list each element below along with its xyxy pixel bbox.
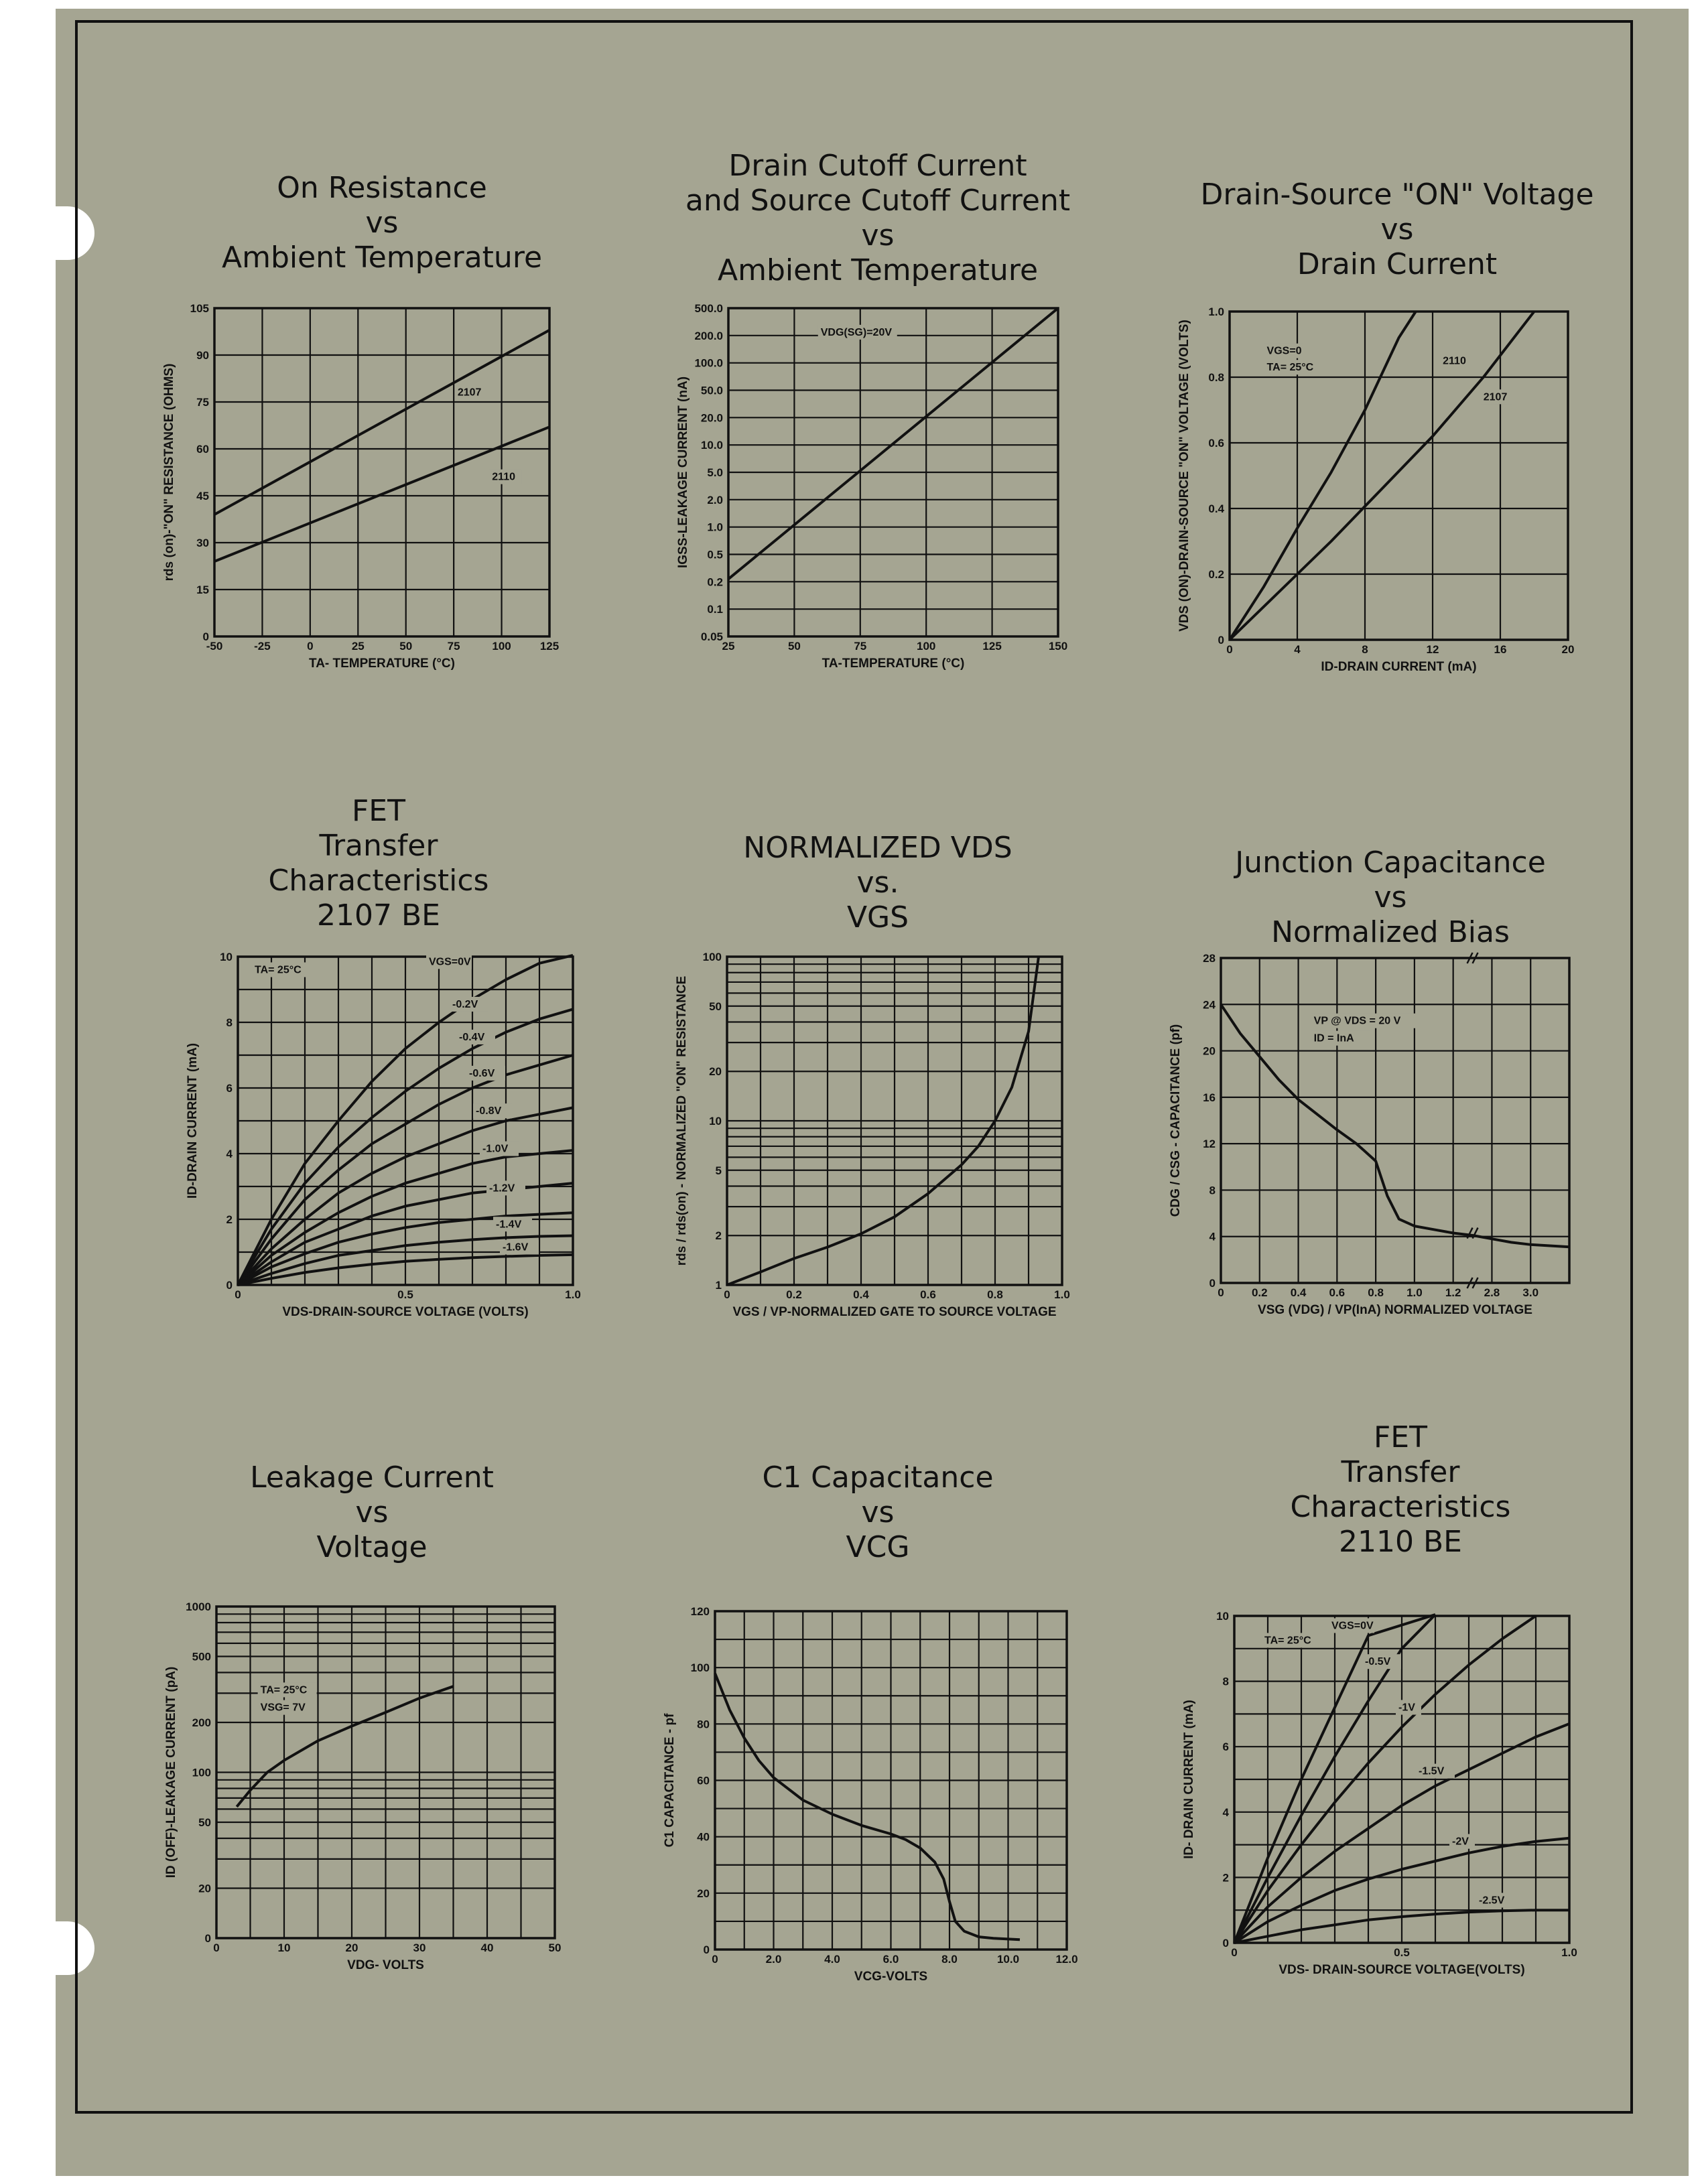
y-tick-label: 50 (709, 1000, 722, 1013)
y-tick-label: 200 (192, 1716, 211, 1729)
series-line (728, 308, 1058, 579)
y-tick-label: 60 (196, 443, 209, 456)
x-axis-label: TA-TEMPERATURE (°C) (822, 657, 965, 671)
y-tick-label: 10.0 (700, 439, 723, 452)
y-axis-label: ID- DRAIN CURRENT (mA) (1182, 1700, 1196, 1859)
y-tick-label: 200.0 (694, 329, 723, 342)
x-tick-label: 0 (1231, 1946, 1238, 1959)
x-tick-label: 0 (1226, 643, 1233, 656)
chart-title-line: C1 Capacitance (762, 1460, 994, 1495)
y-tick-label: 100.0 (694, 356, 723, 370)
y-tick-label: 50 (198, 1816, 211, 1830)
chart-title-line: VCG (846, 1530, 910, 1564)
y-tick-label: 1 (715, 1279, 722, 1292)
x-axis-label: VCG-VOLTS (854, 1970, 928, 1984)
y-tick-label: 2.0 (707, 493, 723, 506)
y-tick-label: 90 (196, 349, 209, 362)
y-tick-label: 0.1 (707, 603, 723, 616)
x-axis-label: VDS- DRAIN-SOURCE VOLTAGE(VOLTS) (1279, 1963, 1525, 1977)
x-tick-label: 1.0 (1406, 1286, 1423, 1299)
chart-title-line: Ambient Temperature (221, 241, 543, 275)
series-label: VGS=0V (429, 956, 471, 968)
y-tick-label: 0 (226, 1279, 233, 1292)
series-line (214, 330, 549, 515)
x-tick-label: 0.2 (1251, 1286, 1268, 1299)
series-label: 2107 (1483, 391, 1508, 403)
chart-note: TA= 25°C (1266, 362, 1314, 374)
x-tick-label: 0.5 (397, 1288, 413, 1301)
chart-note: TA= 25°C (260, 1684, 308, 1696)
y-tick-label: 0 (1222, 1937, 1229, 1950)
chart-title-line: Drain Cutoff Current (728, 149, 1027, 183)
chart-title (178, 794, 580, 933)
x-tick-label: 10 (277, 1941, 291, 1954)
chart-title-line: NORMALIZED VDS (743, 831, 1012, 865)
series-label: 2110 (1443, 355, 1466, 367)
chart-title-line: Drain-Source "ON" Voltage (1200, 178, 1594, 212)
y-tick-label: 1.0 (1208, 305, 1224, 318)
chart-note: VGS=0 (1266, 345, 1302, 357)
y-tick-label: 0.8 (1208, 371, 1224, 384)
series-label: -0.6V (469, 1067, 495, 1079)
series-label: -1.0V (482, 1143, 509, 1155)
chart-title-line: Normalized Bias (1271, 915, 1510, 949)
y-tick-label: 100 (192, 1766, 211, 1779)
y-tick-label: 10 (709, 1115, 722, 1128)
y-axis-label: CDG / CSG - CAPACITANCE (pf) (1169, 1024, 1183, 1217)
y-axis-label: ID (OFF)-LEAKAGE CURRENT (pA) (164, 1666, 178, 1879)
x-tick-label: 0.2 (786, 1288, 802, 1301)
x-tick-label: 0.6 (920, 1288, 936, 1301)
x-tick-label: 0 (307, 640, 314, 653)
series-label: -0.2V (452, 998, 478, 1010)
y-tick-label: 8 (1209, 1184, 1216, 1197)
x-tick-label: -25 (254, 640, 271, 653)
y-tick-label: 0 (1209, 1277, 1216, 1290)
x-tick-label: 0.5 (1394, 1946, 1410, 1959)
x-tick-label: 20 (1561, 643, 1575, 656)
chart-title-line: vs (365, 206, 399, 240)
x-tick-label: 1.0 (1561, 1946, 1577, 1959)
chart-title-line: Transfer (1341, 1455, 1460, 1489)
x-tick-label: 8 (1362, 643, 1368, 656)
x-tick-label: 0 (712, 1953, 718, 1966)
x-tick-label: 0.6 (1329, 1286, 1346, 1299)
y-tick-label: 20 (697, 1887, 710, 1900)
chart-title-line: Transfer (319, 829, 438, 863)
chart-note: TA= 25°C (255, 964, 302, 976)
x-tick-label: 8.0 (941, 1953, 958, 1966)
chart-title (181, 171, 583, 275)
chart-grid (1221, 958, 1569, 1283)
y-tick-label: 20.0 (700, 411, 723, 425)
y-tick-label: 4 (226, 1148, 233, 1160)
y-tick-label: 0 (202, 630, 209, 643)
y-tick-label: 10 (1216, 1610, 1229, 1623)
y-tick-label: 16 (1203, 1091, 1216, 1104)
y-tick-label: 500.0 (694, 302, 723, 315)
chart-grid (715, 1611, 1067, 1950)
y-tick-label: 5.0 (707, 466, 723, 479)
y-tick-label: 30 (196, 537, 209, 549)
chart-title-line: Voltage (316, 1530, 428, 1564)
chart-grid (728, 308, 1058, 636)
x-axis-label: VDG- VOLTS (347, 1958, 424, 1972)
plot-frame (1221, 958, 1569, 1283)
x-tick-label: 25 (351, 640, 365, 653)
x-axis-label: TA- TEMPERATURE (°C) (309, 657, 455, 671)
x-tick-label: 0.4 (1290, 1286, 1307, 1299)
y-tick-label: 5 (715, 1164, 722, 1177)
x-tick-label: -50 (206, 640, 223, 653)
series-label: -0.4V (459, 1031, 485, 1043)
chart-title (1189, 845, 1591, 950)
y-tick-label: 0 (703, 1943, 710, 1956)
chart-title-line: vs (1374, 880, 1407, 914)
x-tick-label: 0 (1218, 1286, 1224, 1299)
x-tick-label: 125 (539, 640, 560, 653)
y-tick-label: 0.5 (707, 548, 723, 561)
series-label: -1.4V (496, 1219, 522, 1231)
series-label: -1V (1398, 1702, 1415, 1714)
chart-note: VSG= 7V (260, 1702, 306, 1714)
x-tick-label: 0.8 (987, 1288, 1003, 1301)
chart-c5 (675, 951, 1070, 1319)
y-axis-label: rds / rds(on) - NORMALIZED "ON" RESISTANCE (675, 975, 689, 1266)
chart-note: TA= 25°C (1264, 1635, 1311, 1647)
x-tick-label: 1.0 (1054, 1288, 1070, 1301)
y-axis-label: ID-DRAIN CURRENT (mA) (186, 1042, 200, 1199)
chart-title (1199, 1420, 1601, 1560)
chart-title-line: FET (1374, 1420, 1427, 1454)
chart-title-line: FET (352, 794, 405, 828)
x-tick-label: 16 (1494, 643, 1507, 656)
y-tick-label: 10 (220, 951, 233, 963)
series-label: -2.5V (1479, 1895, 1505, 1907)
x-tick-label: 12.0 (1055, 1953, 1078, 1966)
x-tick-label: 20 (345, 1941, 358, 1954)
chart-grid (727, 957, 1062, 1285)
y-tick-label: 0.2 (1208, 568, 1224, 581)
x-tick-label: 100 (917, 640, 936, 653)
y-tick-label: 80 (697, 1718, 710, 1731)
chart-note: VP @ VDS = 20 V (1313, 1015, 1401, 1027)
y-tick-label: 50.0 (700, 384, 723, 397)
series-label: 2107 (457, 387, 482, 399)
series-label: VGS=0V (1331, 1620, 1374, 1632)
x-tick-label: 0.8 (1368, 1286, 1384, 1299)
y-tick-label: 24 (1203, 998, 1216, 1012)
y-tick-label: 0.2 (707, 575, 723, 589)
x-tick-label: 75 (447, 640, 460, 653)
x-tick-label: 3.0 (1522, 1286, 1539, 1299)
x-tick-label: 6.0 (882, 1953, 899, 1966)
chart-title-line: and Source Cutoff Current (685, 184, 1071, 218)
y-tick-label: 0.05 (700, 630, 723, 643)
x-tick-label: 0 (235, 1288, 241, 1301)
chart-c1 (162, 302, 560, 671)
y-axis-label: C1 CAPACITANCE - pf (663, 1713, 677, 1848)
y-tick-label: 40 (697, 1830, 710, 1844)
chart-c8 (663, 1605, 1078, 1984)
chart-title-line: vs (861, 1495, 895, 1529)
chart-note: VDG(SG)=20V (820, 326, 893, 338)
chart-note: ID = InA (1313, 1032, 1354, 1044)
y-tick-label: 8 (1222, 1675, 1229, 1688)
y-tick-label: 2 (1222, 1871, 1229, 1885)
chart-title (677, 1460, 1079, 1565)
x-tick-label: 10.0 (996, 1953, 1020, 1966)
y-tick-label: 6 (226, 1082, 233, 1095)
chart-title-line: Junction Capacitance (1235, 845, 1546, 880)
chart-title-line: On Resistance (277, 171, 487, 205)
chart-c4 (186, 951, 581, 1319)
x-axis-label: VGS / VP-NORMALIZED GATE TO SOURCE VOLTAGE (732, 1305, 1057, 1319)
x-tick-label: 12 (1426, 643, 1439, 656)
x-tick-label: 30 (413, 1941, 426, 1954)
y-axis-label: IGSS-LEAKAGE CURRENT (nA) (676, 376, 690, 569)
series-label: 2110 (492, 471, 516, 483)
y-tick-label: 60 (697, 1774, 710, 1787)
y-tick-label: 20 (709, 1065, 722, 1079)
x-tick-label: 2.8 (1484, 1286, 1500, 1299)
series-label: -1.5V (1419, 1765, 1445, 1777)
chart-c2 (676, 302, 1068, 671)
chart-title-line: vs (861, 218, 895, 253)
y-tick-label: 1.0 (707, 521, 723, 534)
chart-title-line: 2110 BE (1339, 1525, 1462, 1559)
chart-title (171, 1460, 573, 1565)
y-tick-label: 28 (1203, 952, 1216, 965)
y-tick-label: 0 (1218, 634, 1224, 646)
y-tick-label: 120 (690, 1605, 710, 1618)
x-tick-label: 2.0 (765, 1953, 782, 1966)
chart-title-line: 2107 BE (317, 898, 440, 933)
y-tick-label: 12 (1203, 1138, 1216, 1151)
series-line (1221, 1004, 1569, 1247)
chart-title (677, 149, 1079, 288)
x-tick-label: 1.0 (565, 1288, 581, 1301)
x-tick-label: 0 (213, 1941, 220, 1954)
chart-c9 (1182, 1610, 1577, 1977)
y-tick-label: 0.6 (1208, 437, 1224, 450)
chart-title-line: vs (355, 1495, 389, 1529)
chart-c6 (1169, 952, 1569, 1317)
y-tick-label: 500 (192, 1650, 211, 1663)
chart-title (677, 831, 1079, 935)
y-tick-label: 4 (1209, 1230, 1216, 1243)
x-tick-label: 150 (1048, 640, 1068, 653)
x-tick-label: 0 (724, 1288, 730, 1301)
series-label: -0.8V (476, 1105, 502, 1117)
x-tick-label: 25 (722, 640, 735, 653)
chart-title-line: vs (1380, 212, 1414, 247)
chart-title-line: VGS (846, 900, 909, 935)
x-tick-label: 75 (854, 640, 867, 653)
series-label: -2V (1452, 1836, 1469, 1848)
x-tick-label: 125 (982, 640, 1002, 653)
y-tick-label: 8 (226, 1016, 233, 1029)
x-tick-label: 1.2 (1445, 1286, 1461, 1299)
chart-title-line: Leakage Current (250, 1460, 494, 1495)
series-line (715, 1674, 1020, 1940)
series-label: -1.2V (489, 1182, 515, 1195)
x-tick-label: 0.4 (853, 1288, 869, 1301)
y-tick-label: 2 (715, 1229, 722, 1243)
x-axis-label: VDS-DRAIN-SOURCE VOLTAGE (VOLTS) (282, 1305, 529, 1319)
chart-title-line: Drain Current (1297, 247, 1498, 281)
y-axis-label: VDS (ON)-DRAIN-SOURCE "ON" VOLTAGE (VOLTS) (1177, 320, 1191, 632)
y-tick-label: 1000 (186, 1600, 211, 1613)
x-tick-label: 50 (399, 640, 413, 653)
series-label: -1.6V (503, 1241, 529, 1253)
x-tick-label: 4.0 (824, 1953, 840, 1966)
x-tick-label: 100 (492, 640, 511, 653)
chart-title-line: vs. (856, 866, 899, 900)
chart-title (1196, 178, 1598, 282)
y-tick-label: 0.4 (1208, 502, 1224, 515)
x-tick-label: 50 (787, 640, 801, 653)
chart-title-line: Characteristics (268, 864, 489, 898)
x-axis-label: VSG (VDG) / VP(InA) NORMALIZED VOLTAGE (1258, 1303, 1532, 1317)
chart-c3 (1177, 305, 1575, 674)
y-tick-label: 4 (1222, 1805, 1229, 1819)
chart-title-line: Characteristics (1290, 1490, 1511, 1524)
series-label: -0.5V (1365, 1656, 1391, 1668)
x-tick-label: 4 (1294, 643, 1301, 656)
x-tick-label: 50 (548, 1941, 562, 1954)
y-tick-label: 6 (1222, 1741, 1229, 1754)
chart-c7 (164, 1600, 562, 1972)
x-axis-label: ID-DRAIN CURRENT (mA) (1321, 660, 1477, 674)
y-tick-label: 100 (690, 1661, 710, 1675)
y-tick-label: 2 (226, 1213, 233, 1226)
y-tick-label: 15 (196, 584, 209, 596)
y-tick-label: 75 (196, 396, 209, 409)
y-tick-label: 20 (1203, 1044, 1216, 1058)
x-tick-label: 40 (480, 1941, 494, 1954)
y-tick-label: 45 (196, 490, 209, 502)
y-tick-label: 105 (190, 302, 209, 315)
chart-title-line: Ambient Temperature (717, 253, 1039, 287)
series-line (214, 427, 549, 561)
y-tick-label: 20 (198, 1882, 211, 1895)
y-tick-label: 0 (204, 1932, 211, 1945)
y-tick-label: 100 (702, 951, 722, 963)
y-axis-label: rds (on)-"ON" RESISTANCE (OHMS) (162, 363, 176, 582)
